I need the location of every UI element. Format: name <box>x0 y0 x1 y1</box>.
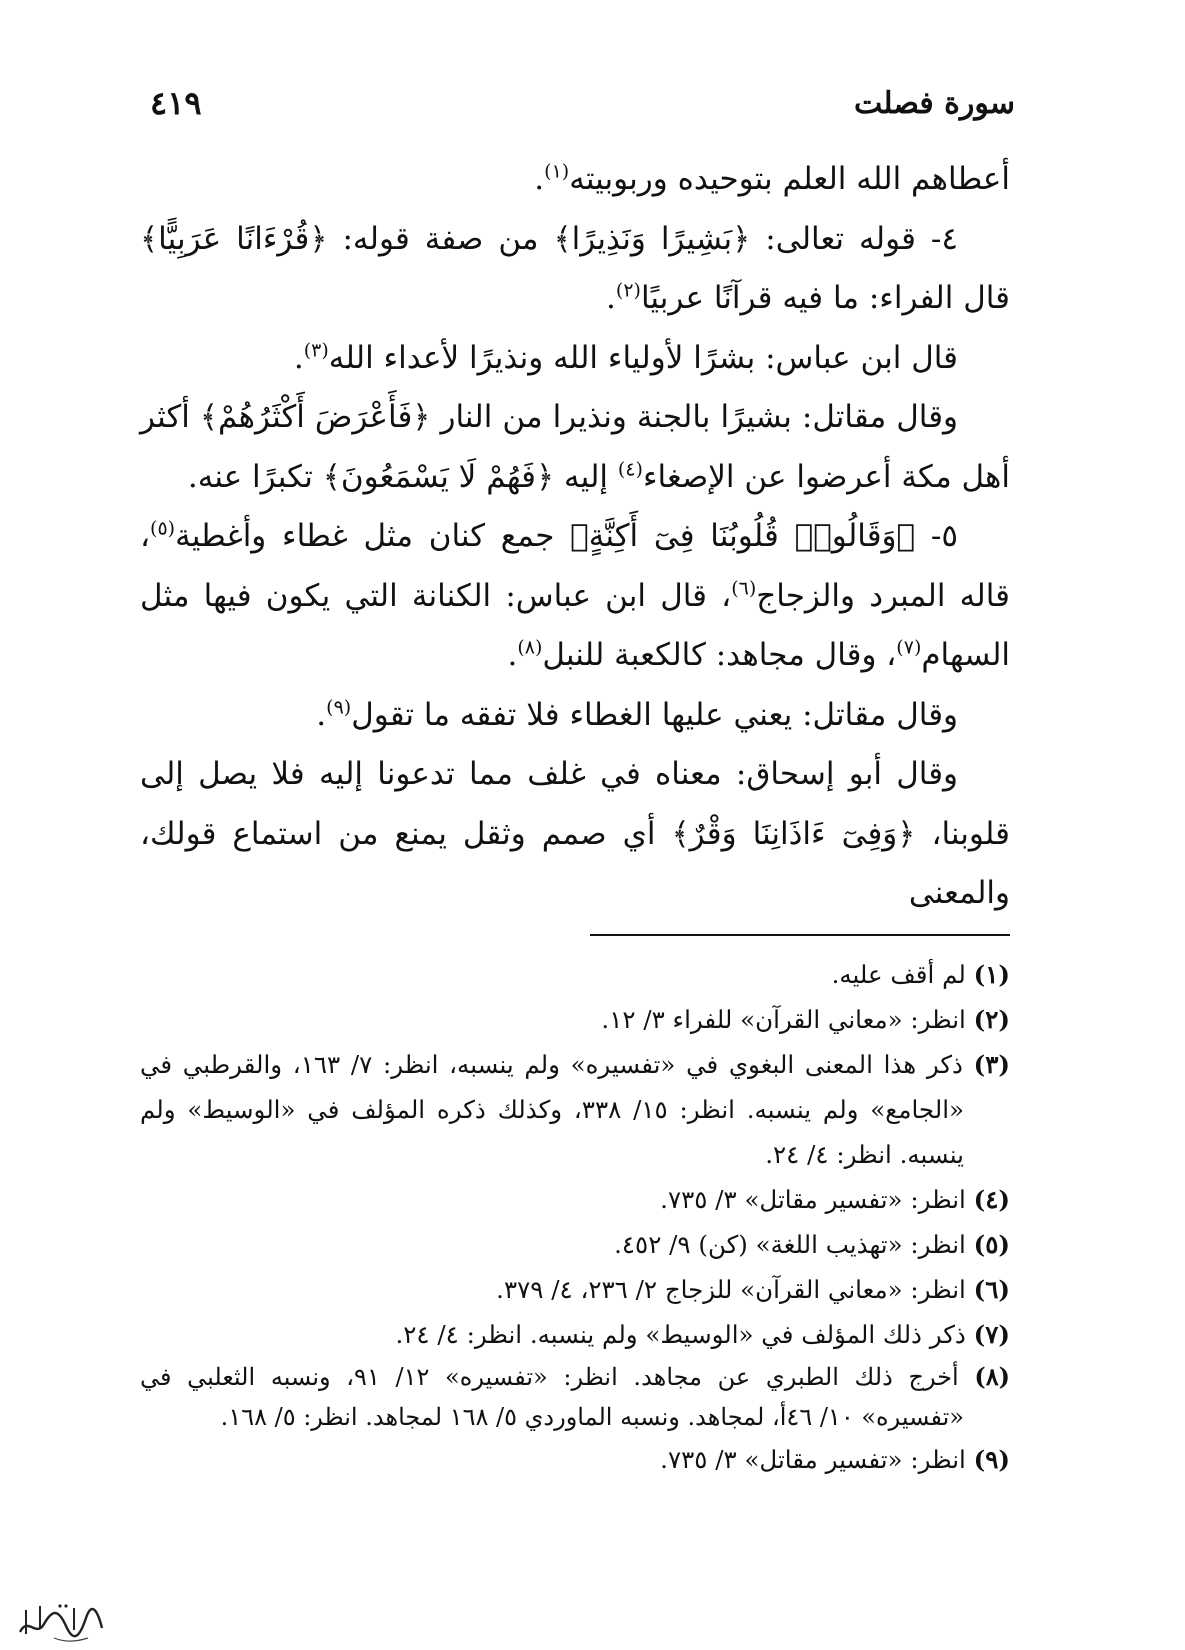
footnote-ref-7[interactable]: (٧) <box>896 636 922 659</box>
footnotes <box>140 952 1010 1482</box>
footnote-4: (٤) انظر: «تفسير مقاتل» ٣/ ٧٣٥. <box>660 1185 1010 1214</box>
footnote-ref-4[interactable]: (٤) <box>617 458 643 481</box>
footnote-divider <box>590 934 1010 936</box>
page-header <box>150 78 1015 128</box>
surah-title: سورة فصلت <box>853 85 1015 121</box>
paragraph-2: ٤- قوله تعالى: ﴿بَشِيرًا وَنَذِيرًا﴾ من صفة قوله: ﴿قُرْءَانًا عَرَبِيًّا﴾ قال الفراء: ما فيه قرآنًا عربيًا$^{(٢)}$. <box>140 220 1010 316</box>
paragraph-4: وقال مقاتل: بشيرًا بالجنة ونذيرا من النار ﴿فَأَعْرَضَ أَكْثَرُهُمْ﴾ أكثر أهل مكة أعرضوا عن الإصغاء$^{(٤)}$ إليه ﴿فَهُمْ لَا يَسْمَعُونَ﴾ تكبرًا عنه. <box>140 399 1010 495</box>
footnote-2: (٢) انظر: «معاني القرآن» للفراء ٣/ ١٢. <box>601 1005 1010 1034</box>
stamp-calligraphy-icon <box>14 1598 106 1644</box>
main-text <box>140 150 1010 924</box>
paragraph-6: وقال مقاتل: يعني عليها الغطاء فلا تفقه ما تقول$^{(٩)}$. <box>316 696 958 733</box>
footnote-ref-1[interactable]: (١) <box>544 160 570 183</box>
paragraph-1: أعطاهم الله العلم بتوحيده وربوبيته$^{(١)}$. <box>534 160 1010 197</box>
paragraph-3: قال ابن عباس: بشرًا لأولياء الله ونذيرًا لأعداء الله$^{(٣)}$. <box>293 339 958 376</box>
footnote-9: (٩) انظر: «تفسير مقاتل» ٣/ ٧٣٥. <box>660 1445 1010 1474</box>
footnote-ref-6[interactable]: (٦) <box>731 577 757 600</box>
footnote-ref-3[interactable]: (٣) <box>303 339 329 362</box>
paragraph-5: ٥- ﴿وَقَالُوا۟ قُلُوبُنَا فِىٓ أَكِنَّةٍ﴾ جمع كنان مثل غطاء وأغطية$^{(٥)}$، قاله المبرد والزجاج$^{(٦)}$، قال ابن عباس: الكنانة التي يكون فيها مثل السهام$^{(٧)}$، وقال مجاهد: كالكعبة للنبل$^{(٨)}$. <box>140 517 1010 673</box>
footnote-ref-5[interactable]: (٥) <box>150 517 176 540</box>
footnote-ref-8[interactable]: (٨) <box>517 636 543 659</box>
footnote-5: (٥) انظر: «تهذيب اللغة» (كن) ٩/ ٤٥٢. <box>614 1230 1010 1259</box>
footnote-1: (١) لم أقف عليه. <box>831 960 1010 989</box>
footnote-ref-2[interactable]: (٢) <box>615 279 641 302</box>
footnote-6: (٦) انظر: «معاني القرآن» للزجاج ٢/ ٢٣٦، ٤/ ٣٧٩. <box>496 1275 1010 1304</box>
library-stamp-logo <box>14 1598 106 1644</box>
footnote-ref-9[interactable]: (٩) <box>326 696 352 719</box>
page-number: ٤١٩ <box>150 84 202 122</box>
paragraph-7: وقال أبو إسحاق: معناه في غلف مما تدعونا إليه فلا يصل إلى قلوبنا، ﴿وَفِىٓ ءَاذَانِنَا وَقْرٌ﴾ أي صمم وثقل يمنع من استماع قولك، والمعنى <box>140 756 1010 911</box>
footnote-8: (٨) أخرج ذلك الطبري عن مجاهد. انظر: «تفسيره» ١٢/ ٩١، ونسبه الثعلبي في «تفسيره» ١٠/ ٤٦أ، لمجاهد. ونسبه الماوردي ٥/ ١٦٨ لمجاهد. انظر: ٥/ ١٦٨. <box>140 1362 1010 1431</box>
footnote-3: (٣) ذكر هذا المعنى البغوي في «تفسيره» ولم ينسبه، انظر: ٧/ ١٦٣، والقرطبي في «الجامع» ولم ينسبه. انظر: ١٥/ ٣٣٨، وكذلك ذكره المؤلف في «الوسيط» ولم ينسبه. انظر: ٤/ ٢٤. <box>140 1050 1011 1169</box>
footnote-7: (٧) ذكر ذلك المؤلف في «الوسيط» ولم ينسبه. انظر: ٤/ ٢٤. <box>395 1320 1010 1349</box>
